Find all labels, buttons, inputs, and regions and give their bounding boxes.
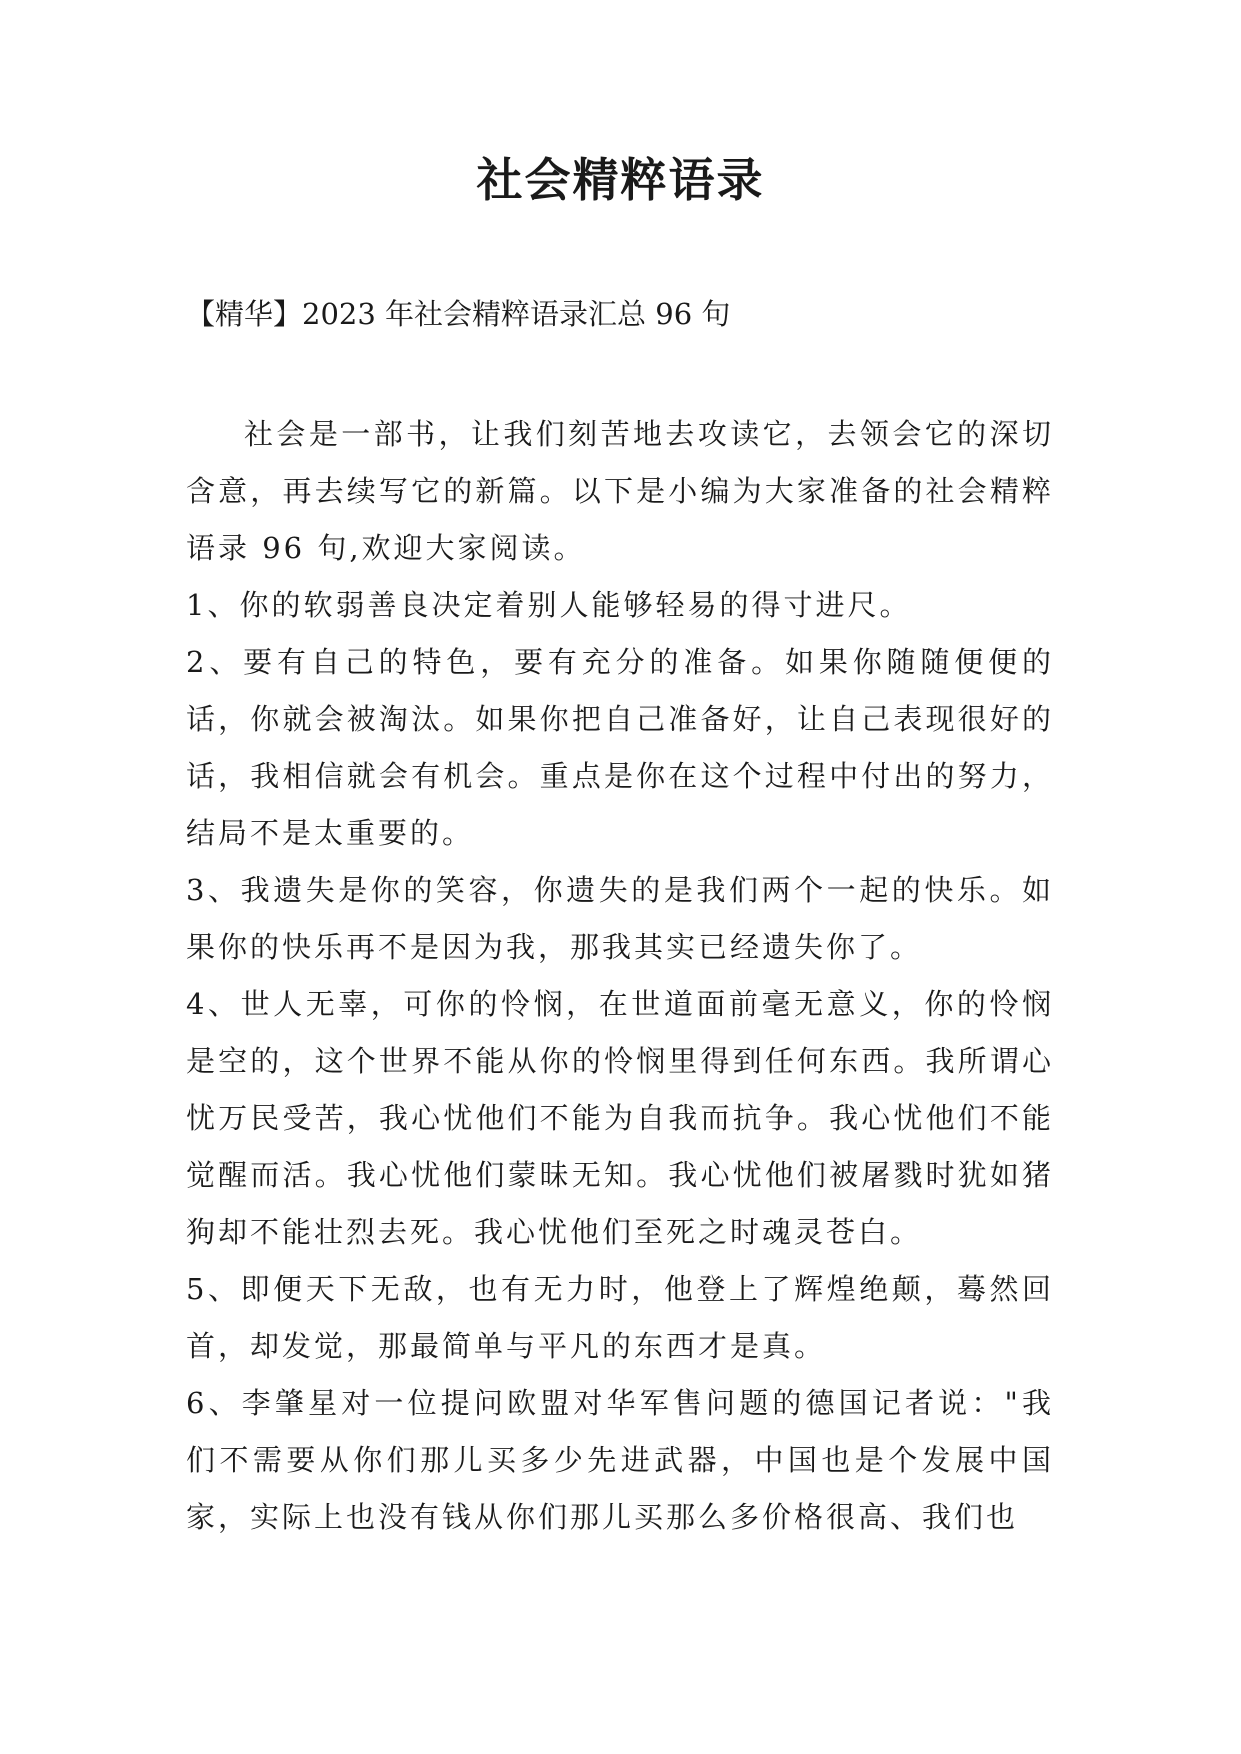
quote-item-6: 6、李肇星对一位提问欧盟对华军售问题的德国记者说："我们不需要从你们那儿买多少先进武器，中国也是个发展中国家，实际上也没有钱从你们那儿买那么多价格很高、我们也	[186, 1386, 1054, 1534]
document-title: 社会精粹语录	[476, 153, 765, 207]
quote-item-5: 5、即便天下无敌，也有无力时，他登上了辉煌绝颠，蓦然回首，却发觉，那最简单与平凡的东西才是真。	[186, 1272, 1054, 1363]
quote-item-4: 4、世人无辜，可你的怜悯，在世道面前毫无意义，你的怜悯是空的，这个世界不能从你的怜悯里得到任何东西。我所谓心忧万民受苦，我心忧他们不能为自我而抗争。我心忧他们不能觉醒而活。我心忧他们蒙昧无知。我心忧他们被屠戮时犹如猪狗却不能壮烈去死。我心忧他们至死之时魂灵苍白。	[186, 987, 1054, 1249]
document-body	[186, 406, 1054, 1546]
quote-item-2: 2、要有自己的特色，要有充分的准备。如果你随随便便的话，你就会被淘汰。如果你把自己准备好，让自己表现很好的话，我相信就会有机会。重点是你在这个过程中付出的努力，结局不是太重要的。	[186, 645, 1054, 850]
intro-paragraph: 社会是一部书，让我们刻苦地去攻读它，去领会它的深切含意，再去续写它的新篇。以下是小编为大家准备的社会精粹语录 96 句,欢迎大家阅读。	[186, 417, 1054, 565]
quote-item-1: 1、你的软弱善良决定着别人能够轻易的得寸进尺。	[186, 588, 912, 622]
document-subtitle: 【精华】2023 年社会精粹语录汇总 96 句	[186, 297, 731, 331]
quote-item-3: 3、我遗失是你的笑容，你遗失的是我们两个一起的快乐。如果你的快乐再不是因为我，那我其实已经遗失你了。	[186, 873, 1054, 964]
